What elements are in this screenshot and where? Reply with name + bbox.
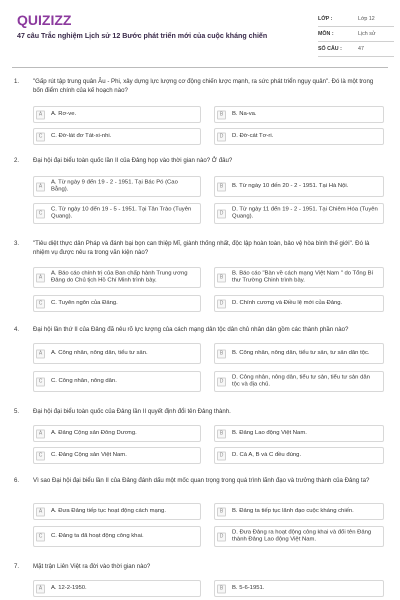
option-text: B. Na-va. [232,110,257,117]
option-a[interactable] [33,580,201,597]
meta-label: LỚP : [318,16,333,22]
option-letter-badge: B [217,429,226,438]
option-d[interactable] [214,526,384,547]
option-letter-badge: A [36,182,45,191]
question-number: 6. [14,477,20,484]
option-text: A. 12-2-1950. [51,584,87,591]
meta-row-count [318,42,394,57]
option-b[interactable] [214,176,384,197]
option-text: B. Công nhân, nông dân, tiểu tư sản, tư sản dân tộc. [232,349,370,356]
option-a[interactable] [33,176,201,197]
question-text: Đại hội đại biểu toàn quốc lần II của Đảng họp vào thời gian nào? Ở đâu? [33,157,233,164]
option-text: A. Rơ-ve. [51,110,77,117]
meta-value: Lớp 12 [358,16,375,22]
meta-label: MÔN : [318,31,334,37]
option-a[interactable] [33,267,201,288]
option-a[interactable] [33,106,201,123]
option-letter-badge: C [36,299,45,308]
option-c[interactable] [33,295,201,312]
option-text: D. Cả A, B và C đều đúng. [232,451,302,458]
option-d[interactable] [214,128,384,145]
option-b[interactable] [214,580,384,597]
option-letter-badge: A [36,273,45,282]
option-letter-badge: B [217,349,226,358]
option-text: C. Công nhân, nông dân. [51,377,117,384]
question-number: 5. [14,408,20,415]
option-b[interactable] [214,343,384,364]
option-letter-badge: B [217,182,226,191]
option-c[interactable] [33,128,201,145]
option-text: A. Công nhân, nông dân, tiểu tư sản. [51,349,148,356]
option-b[interactable] [214,425,384,442]
option-text: A. Từ ngày 9 đến 19 - 2 - 1951. Tại Bác Pó (Cao Bằng). [51,178,178,193]
question-number: 1. [14,78,20,85]
option-d[interactable] [214,295,384,312]
option-text: A. Đảng Cộng sản Đông Dương. [51,429,137,436]
option-a[interactable] [33,343,201,364]
question-text: "Gấp rút tập trung quân Âu - Phi, xây dựng lực lượng cơ động chiến lược mạnh, ra sức phát triển ngụy quân". Đó là một trong bốn điểm chính của kế hoạch nào? [33,78,374,94]
option-c[interactable] [33,447,201,464]
meta-value: Lịch sử [358,31,376,37]
option-a[interactable] [33,425,201,442]
question-number: 2. [14,157,20,164]
option-text: B. Báo cáo "Bàn về cách mạng Việt Nam " do Tổng Bí thư Trường Chinh trình bày. [232,269,374,284]
meta-row-subject [318,27,394,42]
option-letter-badge: B [217,110,226,119]
option-letter-badge: B [217,273,226,282]
option-text: A. Đưa Đảng tiếp tục hoạt động cách mạng. [51,507,166,514]
option-letter-badge: C [36,532,45,541]
option-text: C. Đờ-lát đơ Tát-xi-nhi. [51,132,112,139]
question-text: Đại hội lần thứ II của Đảng đã nêu rõ lực lượng của cách mạng dân tộc dân chủ nhân dân gồm các thành phần nào? [33,326,349,333]
question-text: Vì sao Đại hội đại biểu lần II của Đảng đánh dấu một mốc quan trọng trong quá trình lãnh đạo và trưởng thành của Đảng ta? [33,477,370,484]
option-text: D. Từ ngày 11 đến 19 - 2 - 1951. Tại Chiêm Hóa (Tuyên Quang). [232,205,378,220]
option-c[interactable] [33,371,201,392]
question-number: 3. [14,240,20,247]
option-d[interactable] [214,371,384,392]
question-text: "Tiêu diệt thực dân Pháp và đánh bại bọn can thiệp Mĩ, giành thống nhất, độc lập hoàn toàn, bảo vệ hòa bình thế giới". Đó là nhiệm vụ được nêu ra trong văn kiện nào? [33,240,370,256]
option-text: A. Báo cáo chính trị của Ban chấp hành Trung ương Đảng do Chủ tịch Hồ Chí Minh trình bày. [51,269,188,284]
question-number: 4. [14,326,20,333]
option-letter-badge: B [217,507,226,516]
meta-panel [318,12,394,57]
option-b[interactable] [214,106,384,123]
option-c[interactable] [33,526,201,547]
option-text: C. Từ ngày 10 đến 19 - 5 - 1951. Tại Tân Trào (Tuyên Quang). [51,205,192,220]
option-letter-badge: D [217,451,226,460]
header [0,0,400,66]
option-d[interactable] [214,447,384,464]
option-letter-badge: A [36,429,45,438]
option-text: C. Đảng ta đã hoạt động công khai. [51,532,144,539]
option-letter-badge: D [217,377,226,386]
option-letter-badge: A [36,110,45,119]
option-text: B. Đảng ta tiếp tục lãnh đạo cuộc kháng chiến. [232,507,354,514]
question-text: Mặt trận Liên Việt ra đời vào thời gian nào? [33,563,151,570]
option-letter-badge: C [36,209,45,218]
logo-text: QUIZIZZ [17,12,71,28]
option-b[interactable] [214,503,384,520]
option-letter-badge: C [36,132,45,141]
option-text: D. Chính cương và Điều lệ mới của Đảng. [232,299,343,306]
document-title: 47 câu Trắc nghiệm Lịch sử 12 Bước phát triển mới của cuộc kháng chiến [17,32,268,40]
option-text: C. Tuyên ngôn của Đảng. [51,299,118,306]
option-text: C. Đảng Cộng sản Việt Nam. [51,451,127,458]
option-text: B. 5-6-1951. [232,584,265,591]
meta-label: SỐ CÂU : [318,46,342,52]
option-b[interactable] [214,267,384,288]
option-letter-badge: A [36,349,45,358]
option-letter-badge: D [217,132,226,141]
option-letter-badge: C [36,377,45,386]
meta-value: 47 [358,46,364,52]
option-text: B. Đảng Lao động Việt Nam. [232,429,307,436]
option-letter-badge: C [36,451,45,460]
option-letter-badge: B [217,584,226,593]
option-c[interactable] [33,203,201,224]
question-number: 7. [14,563,20,570]
option-d[interactable] [214,203,384,224]
option-text: D. Công nhân, nông dân, tiểu tư sản, tiểu tư sản dân tộc và địa chủ. [232,373,370,388]
option-text: B. Từ ngày 10 đến 20 - 2 - 1951. Tại Hà Nội. [232,182,349,189]
option-letter-badge: D [217,299,226,308]
option-text: D. Đờ-cát Tơ-ri. [232,132,274,139]
option-letter-badge: A [36,507,45,516]
option-a[interactable] [33,503,201,520]
header-divider [12,67,388,68]
meta-row-class [318,12,394,27]
option-letter-badge: D [217,532,226,541]
question-text: Đại hội đại biểu toàn quốc của Đảng lần II quyết định đổi tên Đảng thành. [33,408,231,415]
option-letter-badge: D [217,209,226,218]
option-text: D. Đưa Đảng ra hoạt động công khai và đổi tên Đảng thành Đảng Lao động Việt Nam. [232,528,372,543]
option-letter-badge: A [36,584,45,593]
quizizz-logo [17,12,71,28]
